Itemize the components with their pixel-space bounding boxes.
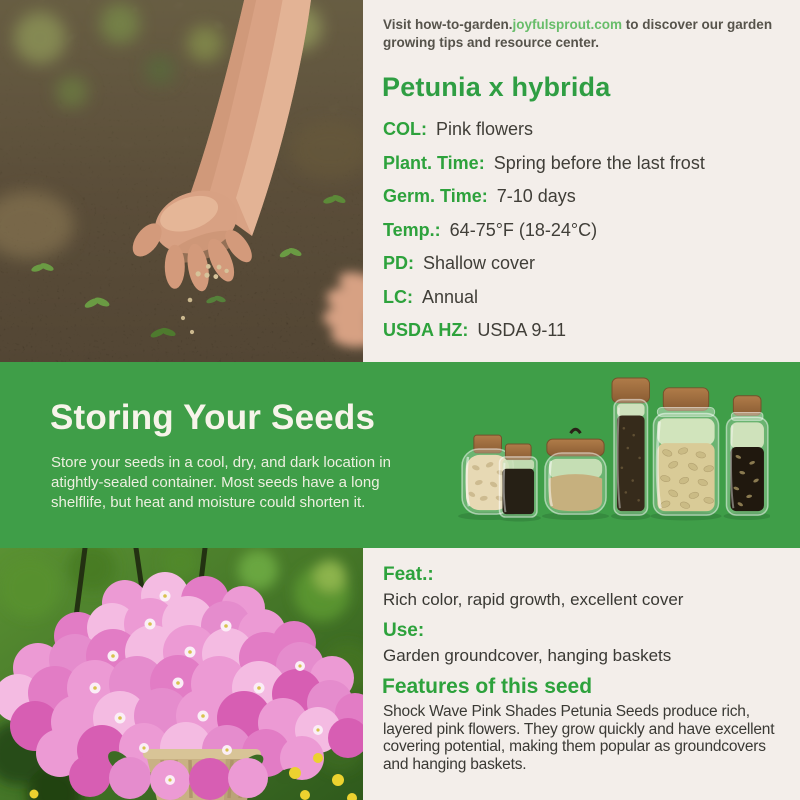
features-title: Features of this seed [382,675,593,698]
website-link[interactable]: joyfulsprout.com [512,17,623,32]
band-body: Store your seeds in a cool, dry, and dark location in atightly-sealed container. Most seeds have a long shelflife, but heat and moisture could shorten it. [51,454,391,511]
spec-row-col [383,119,800,140]
features-body: Shock Wave Pink Shades Petunia Seeds produce rich, layered pink flowers. They grow quickly and have excellent covering potential, making them popular as groundcovers and hanging baskets. [383,703,775,773]
storage-band-text [50,398,395,513]
jar-dark-mixed [726,396,767,515]
visit-prefix: Visit how-to-garden. [383,17,513,32]
spec-label: Germ. Time: [383,186,488,207]
band-title: Storing Your Seeds [50,398,376,437]
spec-row-temp [383,220,800,241]
spec-value: Annual [422,286,479,307]
spec-label: Plant. Time: [383,152,485,173]
sowing-photo [0,0,363,362]
plant-title: Petunia x hybrida [382,72,611,103]
feat-label: Feat.: [383,564,434,585]
spec-row-plant-time [383,153,800,174]
spec-row-lc [383,287,800,308]
spec-value: 64-75°F (18-24°C) [449,219,598,240]
jar-sand [545,429,606,514]
spec-value: 7-10 days [496,186,576,207]
seed-jars-photo [454,374,770,522]
jar-dark-small [500,444,537,517]
spec-value: Spring before the last frost [493,152,705,173]
spec-row-usda-hz [383,320,800,341]
spec-label: COL: [383,119,427,140]
use-label: Use: [383,620,425,641]
visit-suffix: to discover our garden growing tips and resource center. [383,17,773,51]
use-value: Garden groundcover, hanging baskets [383,646,672,665]
visit-text [383,16,785,52]
spec-row-germ-time [383,186,800,207]
seed-details-panel [363,548,800,800]
jar-pumpkin-seeds [653,388,718,515]
spec-value: USDA 9-11 [477,320,567,341]
jar-tall-seeds [612,378,649,515]
spec-value: Pink flowers [436,119,534,140]
storage-band [0,362,800,548]
spec-value: Shallow cover [423,253,536,274]
spec-label: USDA HZ: [383,320,469,341]
spec-label: PD: [383,253,414,274]
spec-list [383,119,800,341]
feat-value: Rich color, rapid growth, excellent cover [383,590,684,609]
spec-label: Temp.: [383,219,441,240]
spec-row-pd [383,253,800,274]
petunia-basket-photo [0,548,363,800]
plant-info-panel [363,0,800,362]
spec-label: LC: [383,286,413,307]
